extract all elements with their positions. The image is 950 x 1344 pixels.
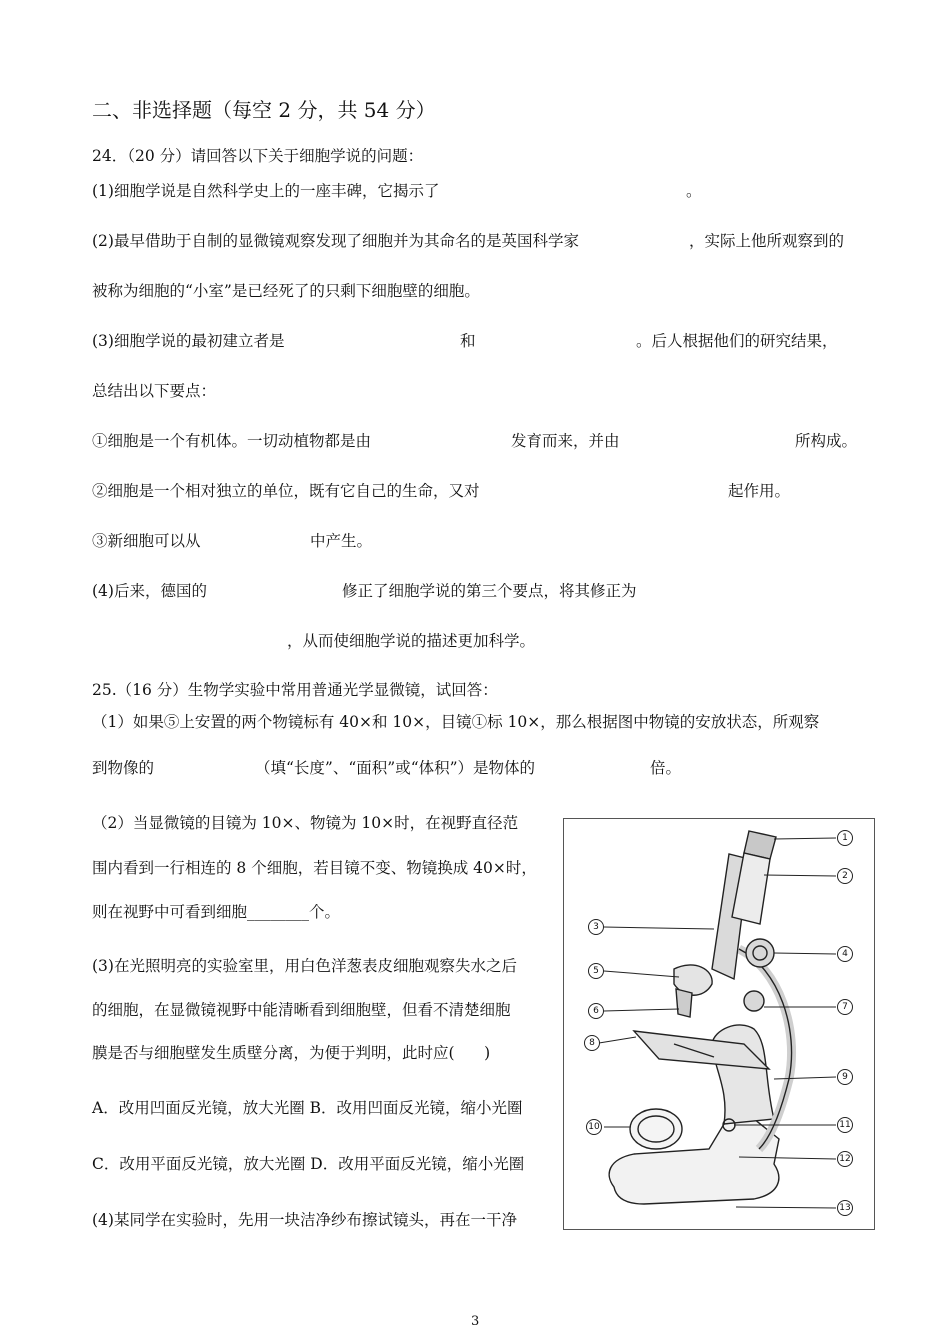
q24-title: 24．（20 分）请回答以下关于细胞学说的问题：	[92, 147, 424, 165]
q24-p2a: (2)最早借助于自制的显微镜观察发现了细胞并为其命名的是英国科学家	[92, 232, 579, 250]
figure-label-9: 9	[837, 1069, 853, 1085]
q24-point2b: 起作用。	[728, 482, 791, 500]
q24-p4c: ，从而使细胞学说的描述更加科学。	[287, 632, 536, 650]
q24-p3c: 。后人根据他们的研究结果，	[636, 332, 838, 350]
q24-point1a: ①细胞是一个有机体。一切动植物都是由	[92, 432, 372, 450]
q25-p4a: (4)某同学在实验时，先用一块洁净纱布擦试镜头，再在一干净	[92, 1211, 517, 1229]
figure-label-2: 2	[837, 868, 853, 884]
q24-p1b: 。	[686, 182, 702, 200]
q24-p3d: 总结出以下要点：	[92, 382, 217, 400]
q25-options-cd: C．改用平面反光镜，放大光圈 D．改用平面反光镜，缩小光圈	[92, 1155, 525, 1173]
figure-label-11: 11	[837, 1117, 853, 1133]
q25-title: 25.（16 分）生物学实验中常用普通光学显微镜，试回答：	[92, 681, 498, 699]
figure-label-1: 1	[837, 830, 853, 846]
q24-p1a: (1)细胞学说是自然科学史上的一座丰碑，它揭示了	[92, 182, 440, 200]
q25-p2c: 则在视野中可看到细胞________个。	[92, 903, 341, 921]
figure-label-7: 7	[837, 999, 853, 1015]
q25-p1c: （填“长度”、“面积”或“体积”）是物体的	[255, 759, 536, 777]
q24-p4a: (4)后来，德国的	[92, 582, 207, 600]
q24-p4b: 修正了细胞学说的第三个要点，将其修正为	[342, 582, 637, 600]
q24-point3b: 中产生。	[310, 532, 373, 550]
section-title: 二、非选择题（每空 2 分，共 54 分）	[92, 98, 436, 122]
figure-label-8: 8	[584, 1035, 600, 1051]
figure-label-13: 13	[837, 1200, 853, 1216]
figure-label-4: 4	[837, 946, 853, 962]
q24-p3a: (3)细胞学说的最初建立者是	[92, 332, 285, 350]
page-number: 3	[471, 1314, 480, 1329]
q25-p1b: 到物像的	[92, 759, 155, 777]
q24-point3a: ③新细胞可以从	[92, 532, 201, 550]
q24-p2b: ，实际上他所观察到的	[689, 232, 845, 250]
q24-point1b: 发育而来，并由	[511, 432, 620, 450]
q25-p2b: 围内看到一行相连的 8 个细胞，若目镜不变、物镜换成 40×时，	[92, 859, 537, 877]
figure-label-12: 12	[837, 1151, 853, 1167]
q24-p3b: 和	[460, 332, 476, 350]
microscope-drawing	[564, 819, 874, 1229]
q25-p3b: 的细胞，在显微镜视野中能清晰看到细胞壁，但看不清楚细胞	[92, 1001, 511, 1019]
q25-p1d: 倍。	[650, 759, 682, 777]
microscope-figure	[563, 818, 875, 1230]
q24-point1c: 所构成。	[795, 432, 858, 450]
q25-options-ab: A．改用凹面反光镜，放大光圈 B．改用凹面反光镜，缩小光圈	[92, 1099, 523, 1117]
q24-p2c: 被称为细胞的“小室”是已经死了的只剩下细胞壁的细胞。	[92, 282, 480, 300]
figure-label-5: 5	[588, 963, 604, 979]
q25-p3a: (3)在光照明亮的实验室里，用白色洋葱表皮细胞观察失水之后	[92, 957, 517, 975]
figure-label-3: 3	[588, 919, 604, 935]
figure-label-10: 10	[586, 1119, 602, 1135]
q25-p3c: 膜是否与细胞壁发生质壁分离，为便于判明，此时应( )	[92, 1044, 491, 1062]
q25-p1a: （1）如果⑤上安置的两个物镜标有 40×和 10×，目镜①标 10×，那么根据图中物镜的安放状态，所观察	[92, 713, 820, 731]
q24-point2a: ②细胞是一个相对独立的单位，既有它自己的生命，又对	[92, 482, 480, 500]
figure-label-6: 6	[588, 1003, 604, 1019]
q25-p2a: （2）当显微镜的目镜为 10×、物镜为 10×时，在视野直径范	[92, 814, 519, 832]
